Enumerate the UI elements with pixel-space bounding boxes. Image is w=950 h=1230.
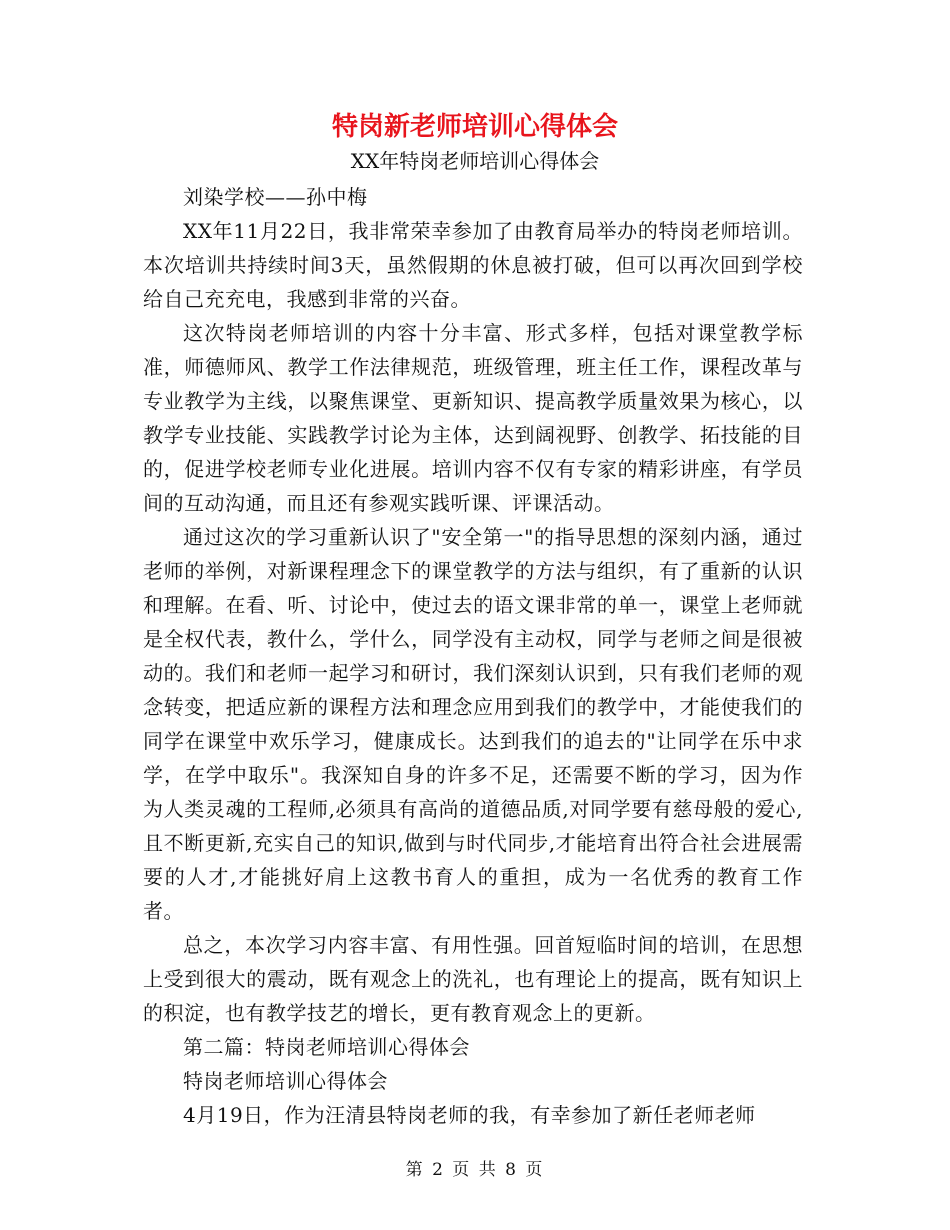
section2-heading: 第二篇：特岗老师培训心得体会 xyxy=(183,1035,470,1059)
paragraph-2: 这次特岗老师培训的内容十分丰富、形式多样，包括对课堂教学标准，师德师风、教学工作法律规范，班级管理，班主任工作，课程改革与专业教学为主线，以聚焦课堂、更新知识、提高教学质量效果为核心，以教学专业技能、实践教学讨论为主体，达到阔视野、创教学、拓技能的目的，促进学校老师专业化进展。培训内容不仅有专家的精彩讲座，有学员间的互动沟通，而且还有参观实践听课、评课活动。 xyxy=(143,321,803,515)
paragraph-1: XX年11月22日，我非常荣幸参加了由教育局举办的特岗老师培训。本次培训共持续时间3天，虽然假期的休息被打破，但可以再次回到学校给自己充充电，我感到非常的兴奋。 xyxy=(143,219,803,311)
section2-subheading: 特岗老师培训心得体会 xyxy=(183,1069,388,1093)
section2-first-paragraph: 4月19日，作为汪清县特岗老师的我，有幸参加了新任老师老师 xyxy=(183,1103,756,1127)
page-number: 第 2 页 共 8 页 xyxy=(405,1160,545,1180)
paragraph-3: 通过这次的学习重新认识了"安全第一"的指导思想的深刻内涵，通过老师的举例，对新课程理念下的课堂教学的方法与组织，有了重新的认识和理解。在看、听、讨论中，使过去的语文课非常的单一，课堂上老师就是全权代表，教什么，学什么，同学没有主动权，同学与老师之间是很被动的。我们和老师一起学习和研讨，我们深刻认识到，只有我们老师的观念转变，把适应新的课程方法和理念应用到我们的教学中，才能使我们的同学在课堂中欢乐学习，健康成长。达到我们的追去的"让同学在乐中求学，在学中取乐"。我深知自身的许多不足，还需要不断的学习，因为作为人类灵魂的工程师,必须具有高尚的道德品质,对同学要有慈母般的爱心,且不断更新,充实自己的知识,做到与时代同步,才能培育出符合社会进展需要的人才,才能挑好肩上这教书育人的重担，成为一名优秀的教育工作者。 xyxy=(143,525,803,923)
paragraph-4: 总之，本次学习内容丰富、有用性强。回首短临时间的培训，在思想上受到很大的震动，既有观念上的洗礼，也有理论上的提高，既有知识上的积淀，也有教学技艺的增长，更有教育观念上的更新。 xyxy=(143,933,803,1025)
author-line: 刘染学校——孙中梅 xyxy=(183,185,368,209)
document-subtitle: XX年特岗老师培训心得体会 xyxy=(350,149,600,173)
document-title: 特岗新老师培训心得体会 xyxy=(331,112,618,142)
page-footer xyxy=(0,1155,950,1180)
document-body xyxy=(143,180,803,1132)
